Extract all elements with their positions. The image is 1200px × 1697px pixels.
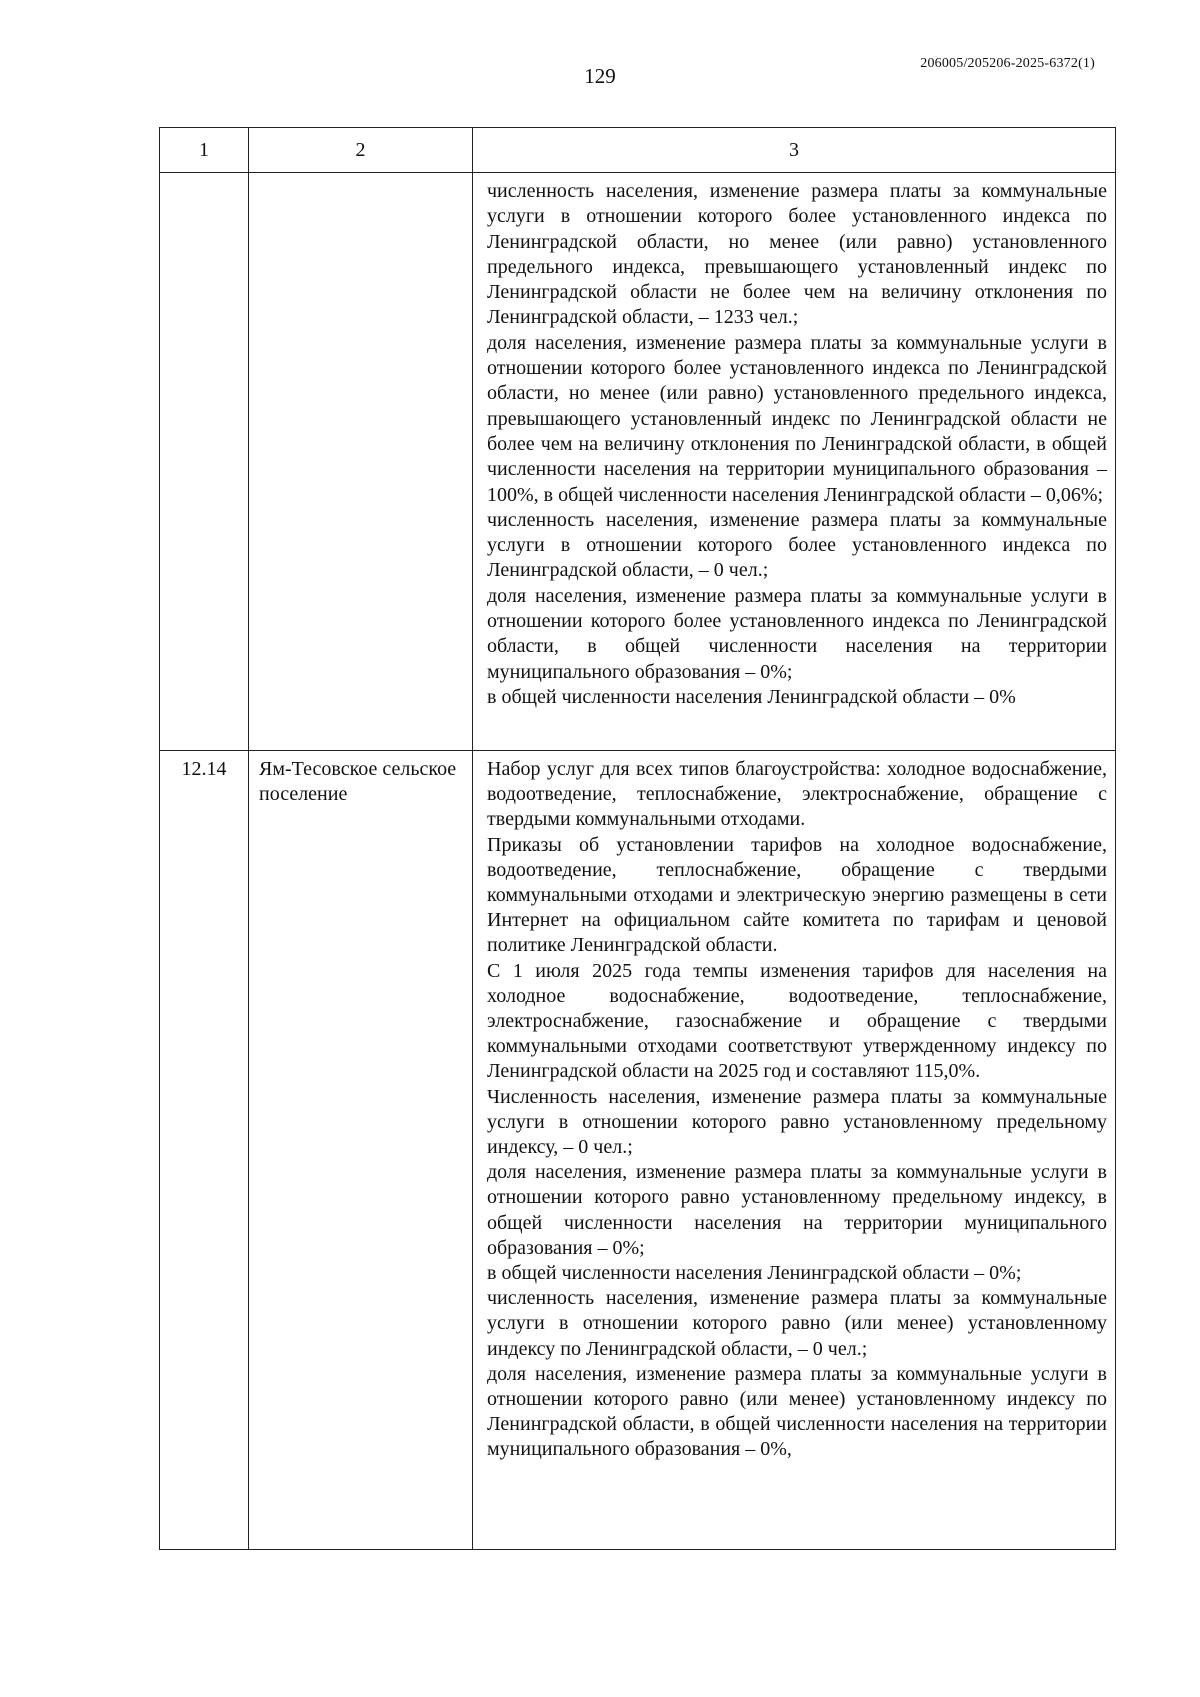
settlement-name-cell (249, 173, 473, 751)
table-header-row (160, 128, 1116, 173)
paragraph: Численность населения, изменение размера платы за коммунальные услуги в отношении которого равно установленному предельному индексу, – 0 чел.; (487, 1085, 1107, 1159)
paragraph: численность населения, изменение размера платы за коммунальные услуги в отношении которого более установленного индекса по Ленинградской области, но менее (или равно) установленного предельного индекса, превышающего установленный индекс по Ленинградской области не более чем на величину отклонения по Ленинградской области, – 1233 чел.; (487, 180, 1107, 329)
description-cell (473, 751, 1116, 1550)
column-header-3: 3 (473, 128, 1116, 173)
row-number-cell: 12.14 (160, 751, 249, 1550)
paragraph: доля населения, изменение размера платы за коммунальные услуги в отношении которого более установленного индекса по Ленинградской области, в общей численности населения на территории муниципального образования – 0%; (487, 584, 1107, 683)
description-cell (473, 173, 1116, 751)
column-header-1: 1 (160, 128, 249, 173)
row-number-cell (160, 173, 249, 751)
column-header-2: 2 (249, 128, 473, 173)
paragraph: Набор услуг для всех типов благоустройства: холодное водоснабжение, водоотведение, теплоснабжение, электроснабжение, обращение с твердыми коммунальными отходами. (487, 758, 1107, 831)
document-id: 206005/205206-2025-6372(1) (920, 56, 1095, 71)
paragraph: доля населения, изменение размера платы за коммунальные услуги в отношении которого равно (или менее) установленному индексу по Ленинградской области, в общей численности населения на территории муниципального образования – 0%, (487, 1362, 1107, 1461)
paragraph: численность населения, изменение размера платы за коммунальные услуги в отношении которого более установленного индекса по Ленинградской области, – 0 чел.; (487, 508, 1107, 582)
paragraph: в общей численности населения Ленинградской области – 0%; (487, 1262, 1022, 1285)
paragraph: доля населения, изменение размера платы за коммунальные услуги в отношении которого равно установленному предельному индексу, в общей численности населения на территории муниципального образования – 0%; (487, 1161, 1107, 1259)
paragraph: С 1 июля 2025 года темпы изменения тарифов для населения на холодное водоснабжение, водоотведение, теплоснабжение, электроснабжение, газоснабжение и обращение с твердыми коммунальными отходами соответствуют утвержденному индексу по Ленинградской области на 2025 год и составляют 115,0%. (487, 959, 1107, 1083)
table-row (160, 173, 1116, 751)
paragraph: в общей численности населения Ленинградской области – 0% (487, 685, 1016, 708)
paragraph: численность населения, изменение размера платы за коммунальные услуги в отношении которого равно (или менее) установленному индексу по Ленинградской области, – 0 чел.; (487, 1287, 1107, 1360)
settlement-name-cell: Ям-Тесовское сельское поселение (249, 751, 473, 1550)
paragraph: доля населения, изменение размера платы за коммунальные услуги в отношении которого более установленного индекса по Ленинградской области, но менее (или равно) установленного предельного индекса, превышающего установленный индекс по Ленинградской области не более чем на величину отклонения по Ленинградской области, в общей численности населения на территории муниципального образования – 100%, в общей численности населения Ленинградской области – 0,06%; (487, 331, 1107, 506)
paragraph: Приказы об установлении тарифов на холодное водоснабжение, водоотведение, теплоснабжение, обращение с твердыми коммунальными отходами и электрическую энергию размещены в сети Интернет на официальном сайте комитета по тарифам и ценовой политике Ленинградской области. (487, 833, 1107, 957)
page-number: 129 (584, 64, 616, 88)
tariff-table (159, 127, 1116, 1550)
table-row (160, 751, 1116, 1550)
